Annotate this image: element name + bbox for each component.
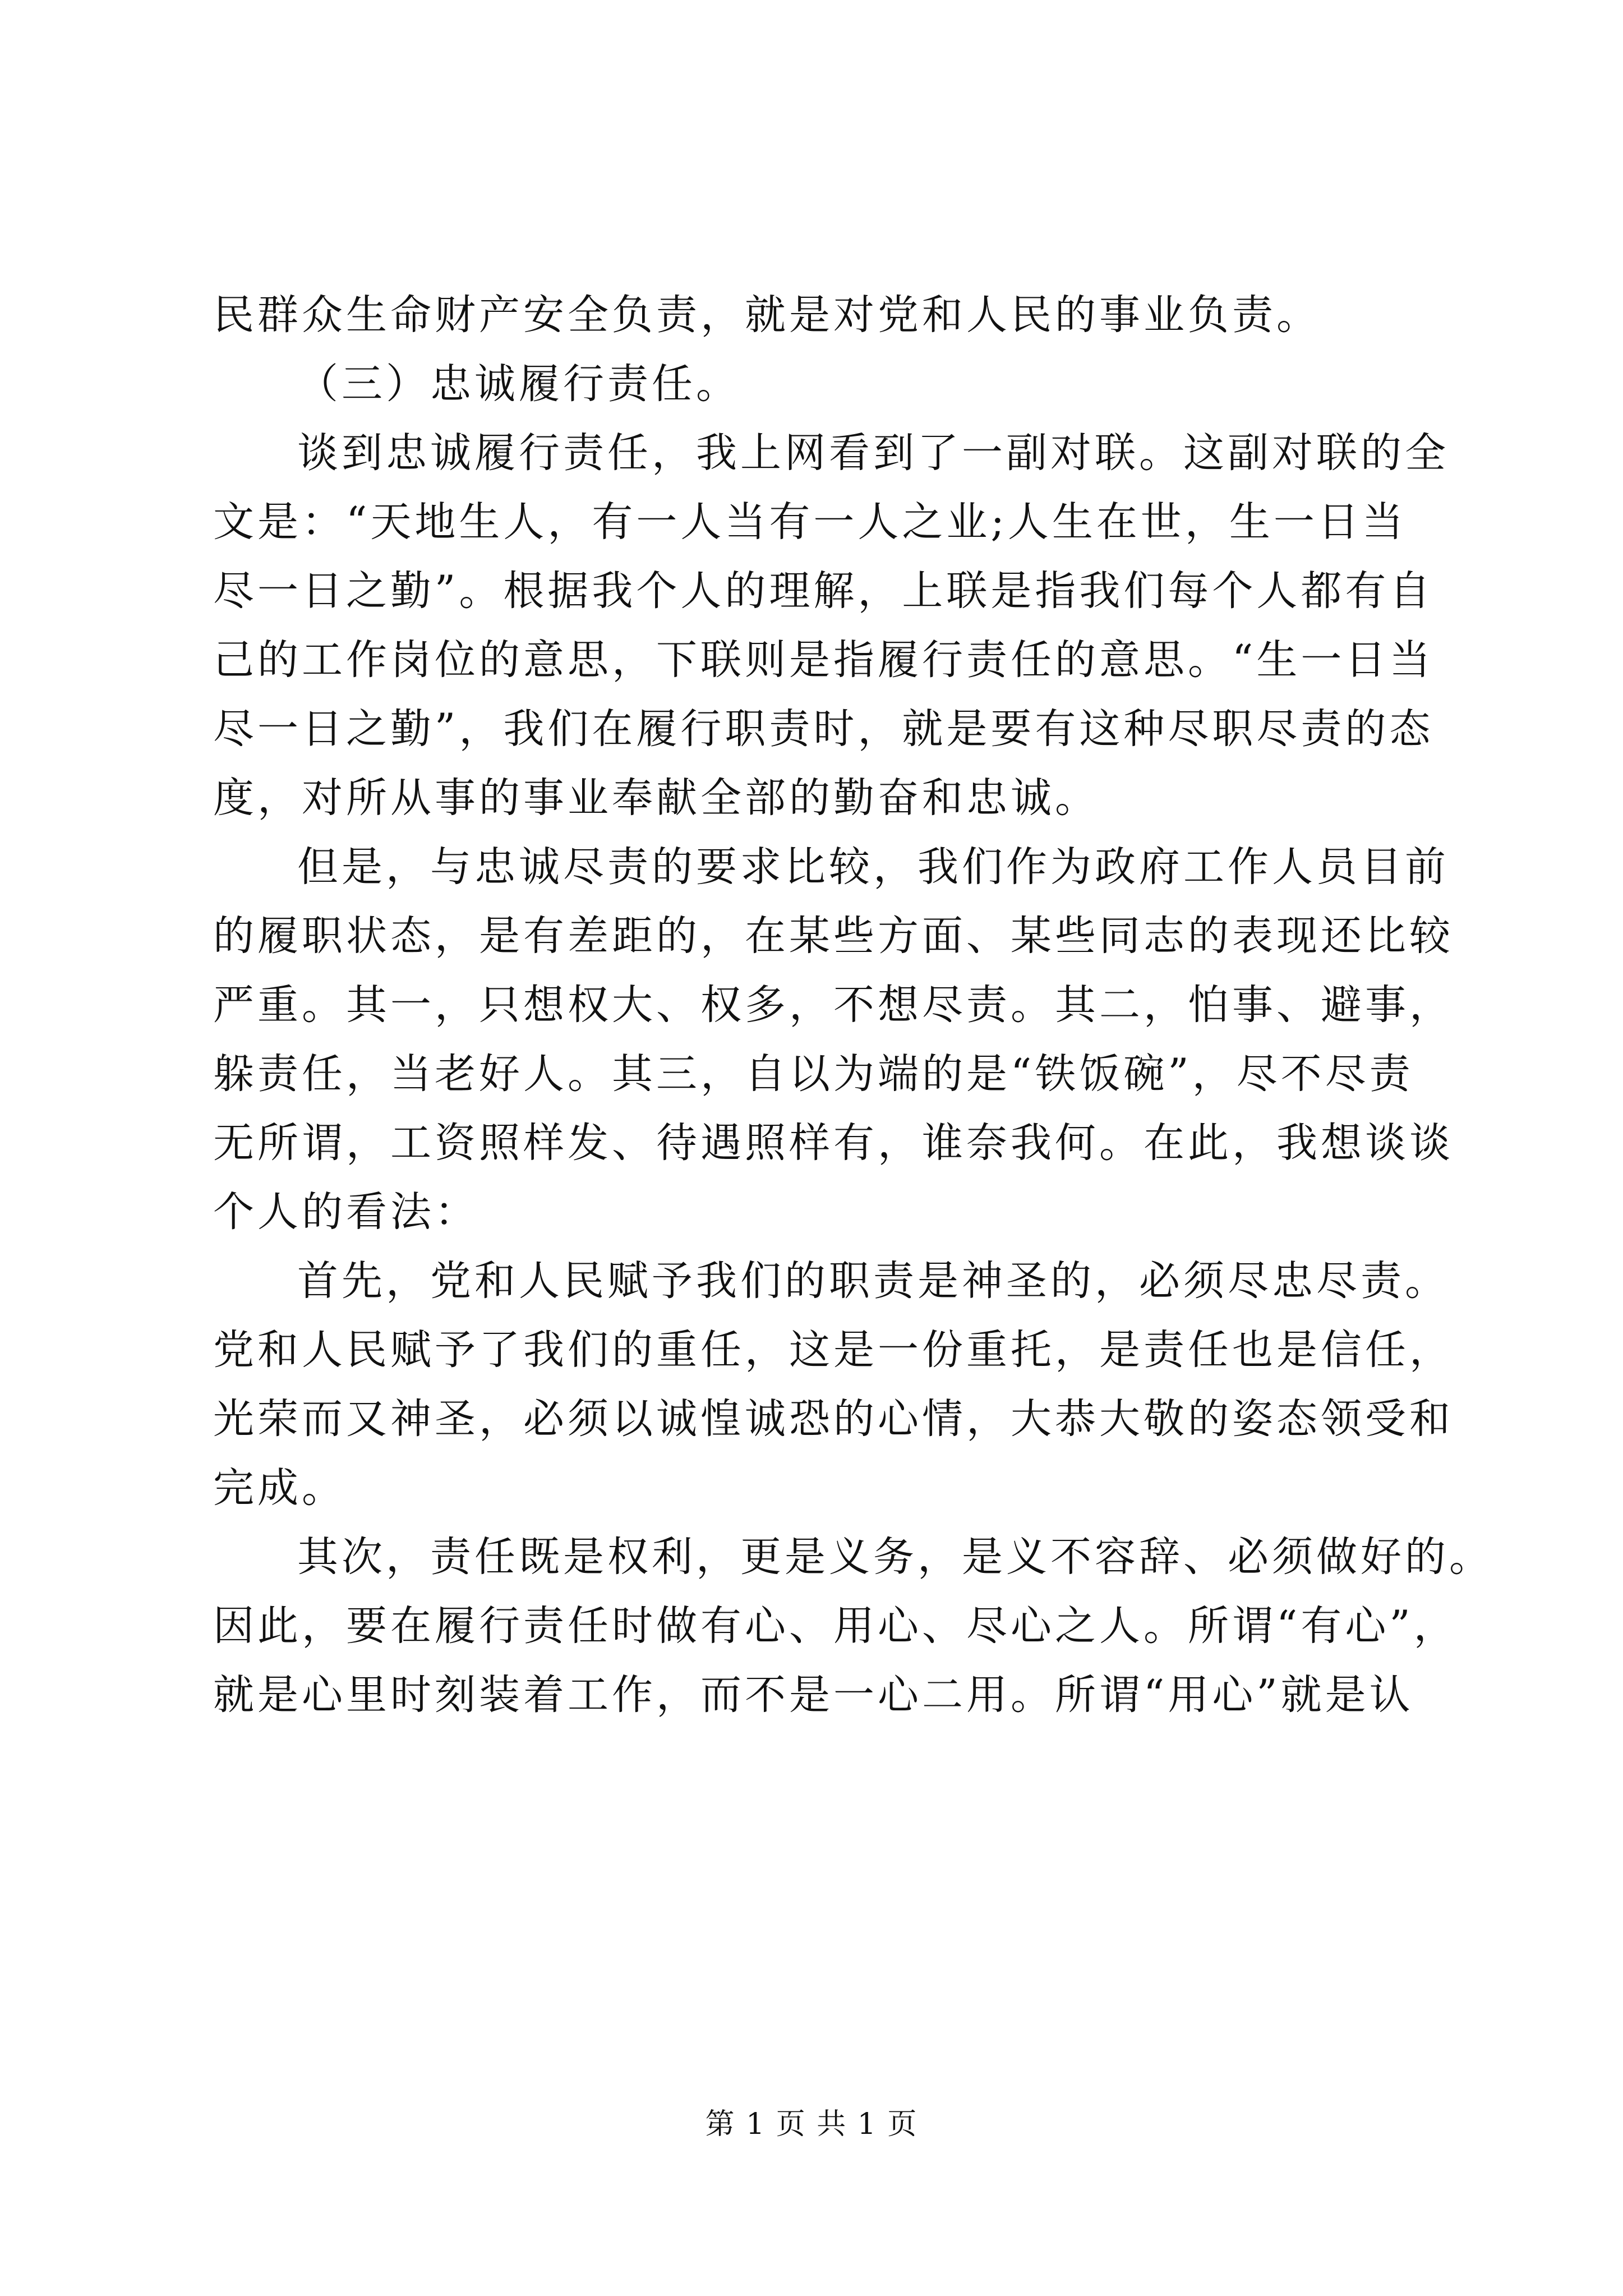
paragraph-line: 的履职状态，是有差距的，在某些方面、某些同志的表现还比较: [213, 912, 1454, 960]
paragraph-line: 躲责任，当老好人。其三，自以为端的是“铁饭碗”，尽不尽责: [213, 1050, 1414, 1098]
paragraph-line: 尽一日之勤”。根据我个人的理解，上联是指我们每个人都有自: [213, 567, 1434, 615]
section-heading: （三）忠诚履行责任。: [297, 360, 740, 408]
paragraph-line: 但是，与忠诚尽责的要求比较，我们作为政府工作人员目前: [297, 843, 1449, 891]
paragraph-line: 无所谓，工资照样发、待遇照样有，谁奈我何。在此，我想谈谈: [213, 1119, 1454, 1167]
paragraph-line: 首先，党和人民赋予我们的职责是神圣的，必须尽忠尽责。: [297, 1257, 1449, 1305]
paragraph-line: 尽一日之勤”，我们在履行职责时，就是要有这种尽职尽责的态: [213, 705, 1434, 753]
page-footer: 第 1 页 共 1 页: [705, 2108, 918, 2141]
paragraph-line: 其次，责任既是权利，更是义务，是义不容辞、必须做好的。: [297, 1533, 1493, 1581]
paragraph-line: 己的工作岗位的意思，下联则是指履行责任的意思。“生一日当: [213, 636, 1434, 684]
paragraph-line: 完成。: [213, 1464, 346, 1512]
paragraph-line: 文是：“天地生人，有一人当有一人之业;人生在世，生一日当: [213, 498, 1407, 546]
paragraph-line: 谈到忠诚履行责任，我上网看到了一副对联。这副对联的全: [297, 429, 1449, 477]
paragraph-line: 光荣而又神圣，必须以诚惶诚恐的心情，大恭大敬的姿态领受和: [213, 1395, 1454, 1443]
document-body: [213, 280, 1493, 1729]
paragraph-line: 就是心里时刻装着工作，而不是一心二用。所谓“用心”就是认: [213, 1671, 1414, 1719]
paragraph-line: 严重。其一，只想权大、权多，不想尽责。其二，怕事、避事，: [213, 981, 1454, 1029]
paragraph-line: 个人的看法：: [213, 1188, 479, 1236]
paragraph-line: 民群众生命财产安全负责，就是对党和人民的事业负责。: [213, 291, 1321, 339]
paragraph-line: 因此，要在履行责任时做有心、用心、尽心之人。所谓“有心”，: [213, 1602, 1458, 1650]
paragraph-line: 度，对所从事的事业奉献全部的勤奋和忠诚。: [213, 774, 1099, 822]
paragraph-line: 党和人民赋予了我们的重任，这是一份重托，是责任也是信任，: [213, 1326, 1454, 1374]
